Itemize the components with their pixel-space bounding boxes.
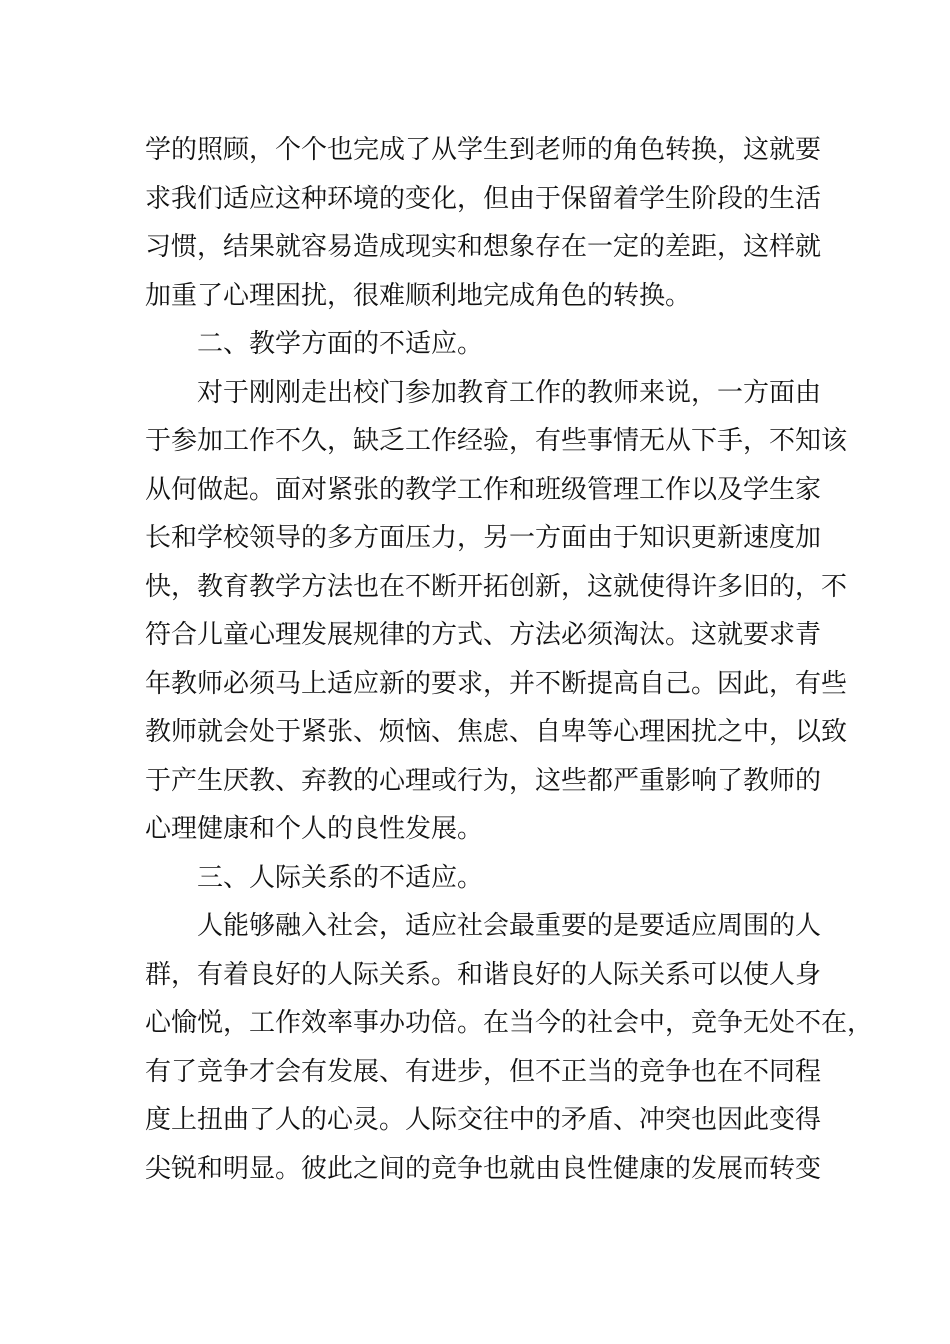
text-line: 有了竞争才会有发展、有进步，但不正当的竞争也在不同程 bbox=[145, 1056, 822, 1087]
text-line: 年教师必须马上适应新的要求，并不断提高自己。因此，有些 bbox=[145, 668, 848, 699]
section-heading: 二、教学方面的不适应。 bbox=[197, 329, 484, 359]
text-line: 教师就会处于紧张、烦恼、焦虑、自卑等心理困扰之中，以致 bbox=[145, 717, 848, 747]
text-line: 快，教育教学方法也在不断开拓创新，这就使得许多旧的，不 bbox=[145, 571, 848, 602]
text-line: 从何做起。面对紧张的教学工作和班级管理工作以及学生家 bbox=[145, 474, 822, 505]
text-line: 长和学校领导的多方面压力，另一方面由于知识更新速度加 bbox=[145, 523, 822, 553]
text-line: 尖锐和明显。彼此之间的竞争也就由良性健康的发展而转变 bbox=[145, 1153, 822, 1184]
section-heading: 三、人际关系的不适应。 bbox=[197, 862, 484, 893]
text-line: 群，有着良好的人际关系。和谐良好的人际关系可以使人身 bbox=[145, 959, 822, 990]
text-line: 符合儿童心理发展规律的方式、方法必须淘汰。这就要求青 bbox=[145, 620, 822, 650]
text-line: 度上扭曲了人的心灵。人际交往中的矛盾、冲突也因此变得 bbox=[145, 1105, 822, 1135]
text-line: 对于刚刚走出校门参加教育工作的教师来说，一方面由 bbox=[197, 377, 822, 408]
text-line: 习惯，结果就容易造成现实和想象存在一定的差距，这样就 bbox=[145, 232, 822, 262]
text-line: 求我们适应这种环境的变化，但由于保留着学生阶段的生活 bbox=[145, 183, 822, 214]
text-line: 心愉悦，工作效率事办功倍。在当今的社会中，竞争无处不在， bbox=[145, 1008, 874, 1038]
text-line: 学的照顾，个个也完成了从学生到老师的角色转换，这就要 bbox=[145, 135, 822, 165]
document-body bbox=[145, 126, 874, 1193]
text-line: 加重了心理困扰，很难顺利地完成角色的转换。 bbox=[145, 280, 692, 311]
text-line: 人能够融入社会，适应社会最重要的是要适应周围的人 bbox=[197, 911, 822, 941]
text-line: 心理健康和个人的良性发展。 bbox=[145, 814, 484, 844]
text-line: 于参加工作不久，缺乏工作经验，有些事情无从下手，不知该 bbox=[145, 426, 848, 456]
text-line: 于产生厌教、弃教的心理或行为，这些都严重影响了教师的 bbox=[145, 765, 822, 796]
